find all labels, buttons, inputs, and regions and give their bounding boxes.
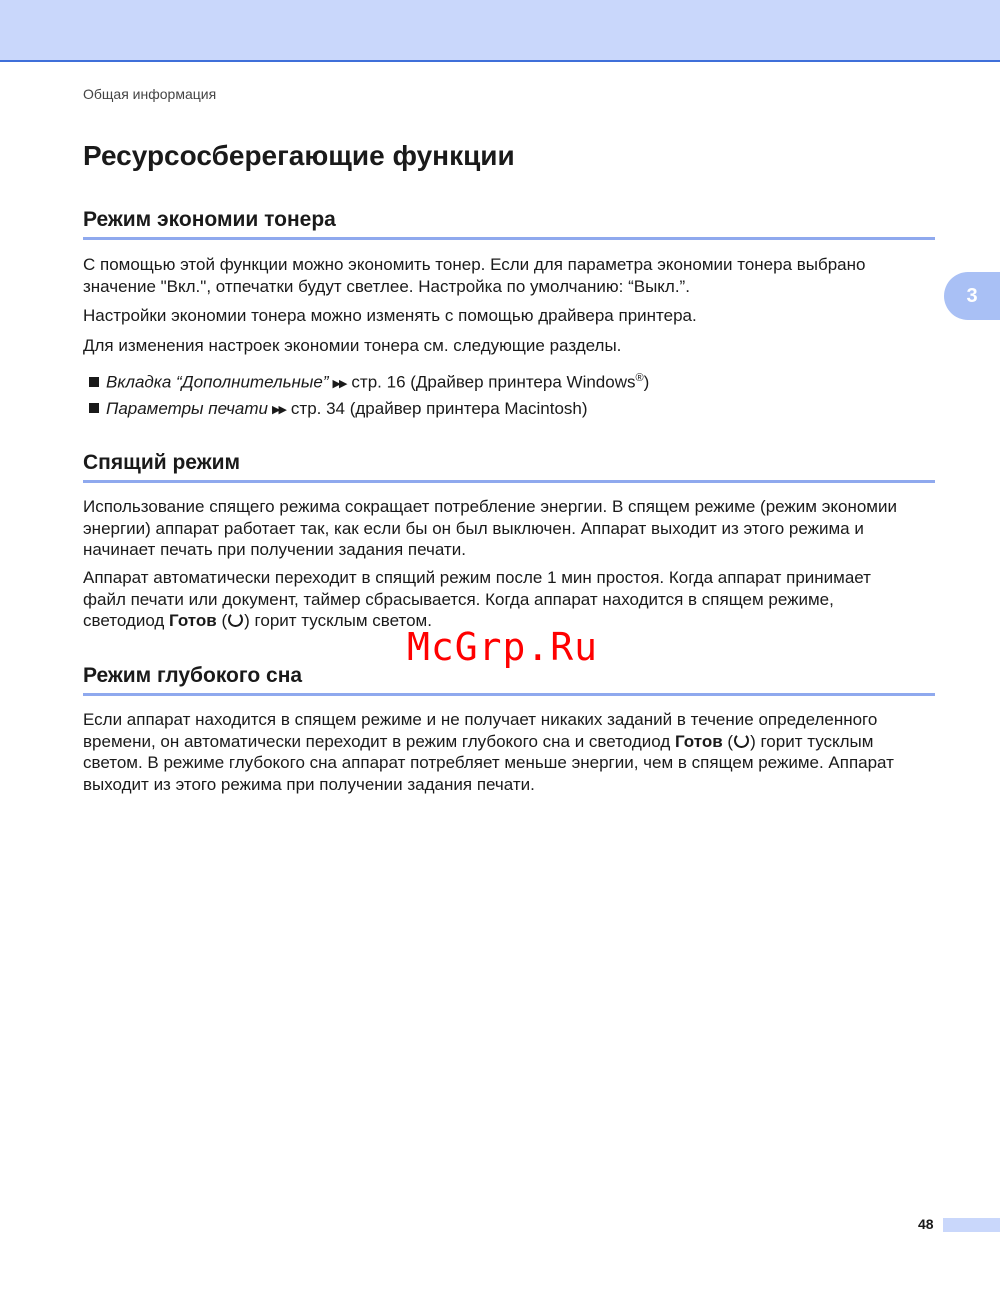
sleep-p1-line2: энергии) аппарат работает так, как если бы он был выключен. Аппарат выходит из этого режима и (83, 518, 864, 538)
deep-line4: выходит из этого режима при получении задания печати. (83, 774, 535, 794)
deep-line3: светом. В режиме глубокого сна аппарат потребляет меньше энергии, чем в спящем режиме. Аппарат (83, 753, 894, 772)
double-arrow-icon: ▶▶ (271, 404, 285, 416)
registered-mark: ® (635, 372, 644, 384)
deep-line2-b: горит тусклым (755, 731, 874, 751)
bullet-item-advanced-tab (89, 368, 649, 395)
chapter-tab: 3 (944, 272, 1000, 320)
page-number: 48 (918, 1216, 934, 1232)
sleep-p2-line3-a: светодиод (83, 611, 170, 630)
double-arrow-icon: ▶▶ (332, 377, 346, 390)
deep-line1: Если аппарат находится в спящем режиме и не получает никаких заданий в течение определенного (83, 710, 878, 729)
toner-p1-line2: значение "Вкл.", отпечатки будут светлее. Настройка по умолчанию: “Выкл.”. (83, 276, 690, 296)
deep-sleep-heading: Режим глубокого сна (83, 664, 935, 696)
sleep-mode-heading: Спящий режим (83, 451, 935, 483)
toner-save-heading: Режим экономии тонера (83, 208, 935, 240)
sleep-p2-line2: файл печати или документ, таймер сбрасывается. Когда аппарат находится в спящем режиме, (83, 589, 834, 609)
ready-led-icon (228, 612, 243, 627)
bullet-tail: ) (643, 372, 650, 392)
bullet-square-icon (89, 377, 99, 387)
watermark-logo: McGrp.Ru (407, 625, 599, 669)
toner-p1-line1: С помощью этой функции можно экономить тонер. Если для параметра экономии тонера выбрано (83, 255, 866, 274)
ready-label: Готов (169, 611, 217, 630)
running-header: Общая информация (83, 86, 217, 102)
top-band (0, 0, 1000, 62)
sleep-p1-line3: начинает печать при получении задания печати. (83, 540, 466, 559)
bullet-item-print-settings (89, 398, 588, 422)
bullet-ref: стр. 34 (драйвер принтера Macintosh) (290, 399, 588, 418)
bullet-ref: стр. 16 (Драйвер принтера Windows (351, 372, 636, 392)
page-title: Ресурсосберегающие функции (83, 140, 515, 171)
print-settings-link[interactable]: Параметры печати (106, 399, 268, 418)
toner-paragraph-2: Настройки экономии тонера можно изменять с помощью драйвера принтера. (83, 306, 697, 325)
sleep-p2-line3-b: горит тусклым светом. (249, 611, 432, 630)
sleep-p1-line1: Использование спящего режима сокращает потребление энергии. В спящем режиме (режим экономии (83, 497, 897, 516)
toner-paragraph-1 (83, 254, 943, 297)
toner-paragraph-3: Для изменения настроек экономии тонера см. следующие разделы. (83, 336, 622, 355)
deep-sleep-paragraph: Если аппарат находится в спящем режиме и не получает никаких заданий в течение определенного времени, он автоматически переходит в режим глубокого сна и светодиод Готов ( ) горит тусклым светом. В режиме глубокого сна аппарат потребляет меньше энергии, чем в спящем режиме. Аппарат выходит из этого режима при получении задания печати. (83, 710, 894, 794)
sleep-p2-line1: Аппарат автоматически переходит в спящий режим после 1 мин простоя. Когда аппарат принимает (83, 568, 871, 587)
ready-led-icon (734, 733, 749, 748)
bullet-square-icon (89, 403, 99, 413)
sleep-paragraph-2: Аппарат автоматически переходит в спящий режим после 1 мин простоя. Когда аппарат принимает файл печати или документ, таймер сбрасывается. Когда аппарат находится в спящем режиме, светодиод Готов ( ) горит тусклым светом. (83, 568, 871, 630)
footer-bar (943, 1218, 1000, 1232)
ready-label: Готов (674, 731, 723, 751)
advanced-tab-link[interactable]: Вкладка “Дополнительные” (106, 372, 329, 392)
deep-line2-a: времени, он автоматически переходит в режим глубокого сна и светодиод (83, 731, 675, 751)
sleep-paragraph-1 (83, 496, 943, 561)
